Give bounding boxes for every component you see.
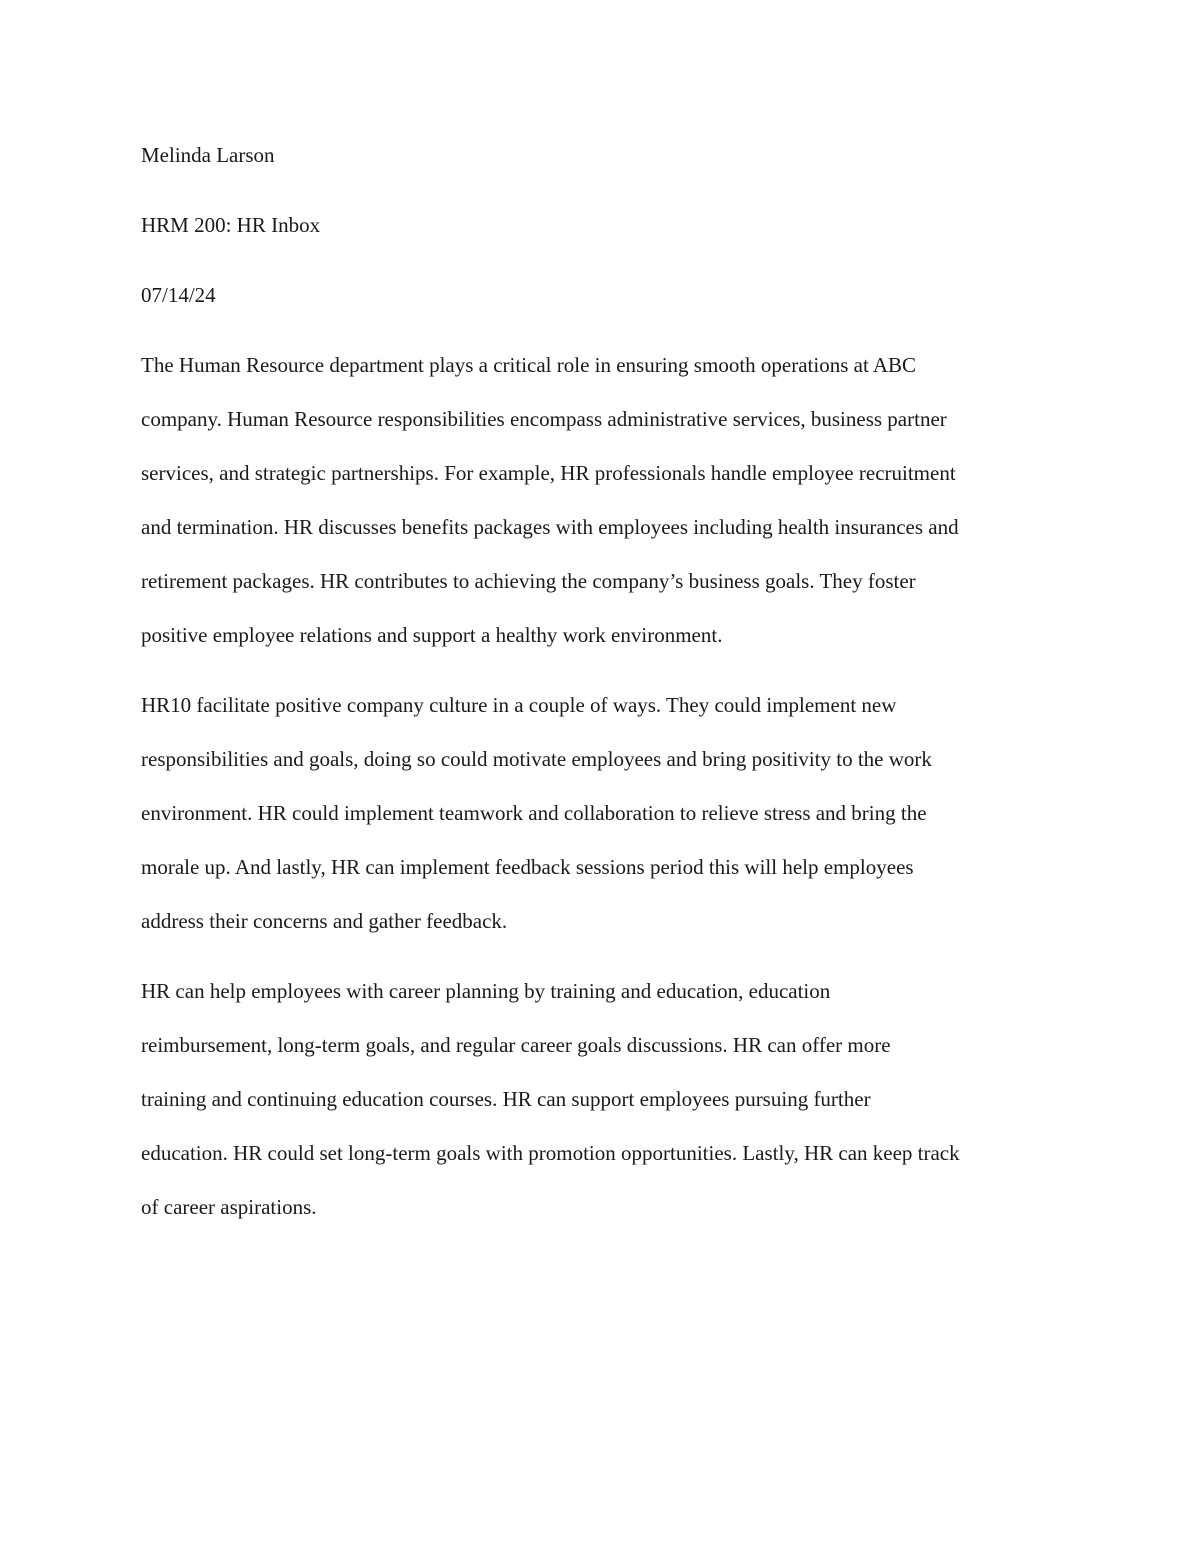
paragraph-line: training and continuing education courses. HR can support employees pursuing further <box>141 1087 871 1111</box>
course-title: HRM 200: HR Inbox <box>141 213 321 237</box>
paragraph-line: services, and strategic partnerships. For example, HR professionals handle employee recruitment <box>141 461 956 485</box>
paragraph-line: retirement packages. HR contributes to achieving the company’s business goals. They foster <box>141 569 916 593</box>
document-date: 07/14/24 <box>141 283 216 307</box>
paragraph-line: reimbursement, long-term goals, and regular career goals discussions. HR can offer more <box>141 1033 891 1057</box>
paragraph-line: positive employee relations and support a healthy work environment. <box>141 623 723 647</box>
paragraph-line: morale up. And lastly, HR can implement feedback sessions period this will help employees <box>141 855 914 879</box>
paragraph-line: of career aspirations. <box>141 1195 317 1219</box>
paragraph-line: The Human Resource department plays a critical role in ensuring smooth operations at ABC <box>141 353 917 377</box>
paragraph-line: responsibilities and goals, doing so could motivate employees and bring positivity to the work <box>141 747 932 771</box>
paragraph-hr-role <box>141 338 1081 662</box>
paragraph-line: and termination. HR discusses benefits packages with employees including health insurances and <box>141 515 959 539</box>
paragraph-line: education. HR could set long-term goals with promotion opportunities. Lastly, HR can keep track <box>141 1141 960 1165</box>
paragraph-company-culture <box>141 678 1081 948</box>
paragraph-line: address their concerns and gather feedback. <box>141 909 508 933</box>
document-body <box>141 140 1081 1250</box>
paragraph-line: environment. HR could implement teamwork and collaboration to relieve stress and bring the <box>141 801 927 825</box>
paragraph-line: HR10 facilitate positive company culture in a couple of ways. They could implement new <box>141 693 897 717</box>
paragraph-career-planning <box>141 964 1081 1234</box>
paragraph-line: company. Human Resource responsibilities encompass administrative services, business partner <box>141 407 947 431</box>
author-name: Melinda Larson <box>141 143 275 167</box>
paragraph-line: HR can help employees with career planning by training and education, education <box>141 979 831 1003</box>
